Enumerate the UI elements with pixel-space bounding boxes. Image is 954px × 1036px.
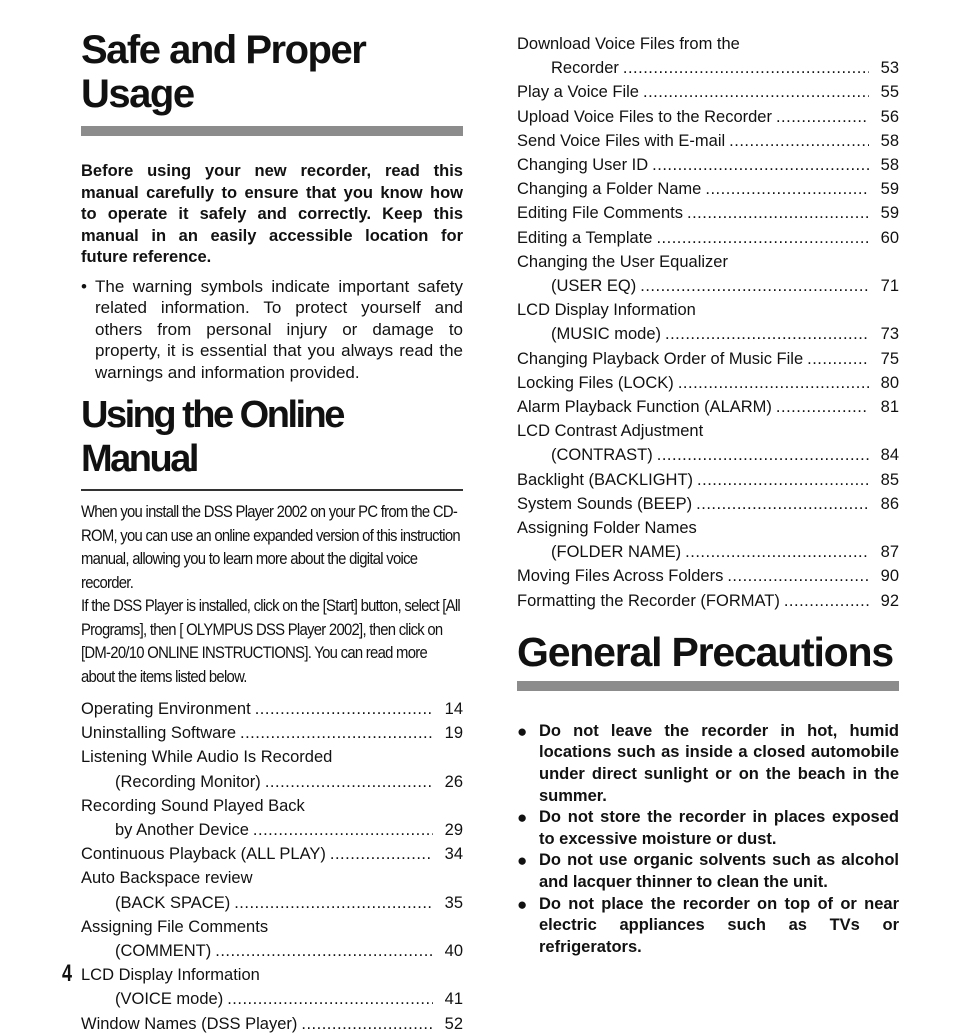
toc-leader (727, 564, 869, 588)
toc-entry-title: Editing File Comments (517, 204, 683, 223)
toc-entry (517, 129, 899, 153)
toc-entry (81, 915, 463, 939)
bullet-icon: • (81, 276, 87, 296)
toc-leader (652, 153, 869, 177)
precaution-text: Do not place the recorder on top of or near electric appliances such as TVs or refrigerators. (539, 894, 899, 956)
toc-leader (215, 939, 433, 963)
toc-entry-title: Operating Environment (81, 700, 251, 718)
toc-entry (517, 540, 899, 564)
toc-entry (517, 516, 899, 540)
toc-entry-title: Moving Files Across Folders (517, 567, 724, 586)
toc-entry (81, 891, 463, 915)
toc-page-number: 56 (880, 107, 899, 126)
toc-entry (81, 1012, 463, 1036)
heading-online-manual: Using the Online Manual (81, 394, 343, 480)
online-manual-text (81, 501, 463, 689)
heading-rule-thin (81, 489, 463, 491)
toc-entry (517, 298, 899, 322)
toc-page-number: 75 (880, 349, 899, 368)
toc-page-number: 60 (880, 228, 899, 247)
toc-leader (227, 987, 433, 1011)
toc-entry-title: Download Voice Files from the (517, 35, 740, 53)
toc-page-number: 84 (880, 446, 899, 465)
toc-entry-title: Uninstalling Software (81, 724, 236, 743)
toc-entry-title: Changing a Folder Name (517, 180, 702, 199)
toc-entry (517, 564, 899, 588)
toc-leader (784, 589, 869, 613)
toc-leader (301, 1012, 433, 1036)
toc-entry (81, 939, 463, 963)
intro-paragraph: Before using your new recorder, read this manual carefully to ensure that you know how to operate it safely and correctly. Keep this manual in an easily accessible location for future reference. (81, 162, 463, 266)
toc-entry (517, 274, 899, 298)
toc-page-number: 86 (880, 494, 899, 513)
precaution-item (517, 850, 899, 893)
precaution-text: Do not store the recorder in places exposed to excessive moisture or dust. (539, 808, 899, 848)
toc-entry (81, 963, 463, 987)
toc-entry-title: Recording Sound Played Back (81, 796, 305, 815)
precaution-item (517, 807, 899, 850)
toc-left (81, 697, 463, 1036)
toc-entry-title: Locking Files (LOCK) (517, 373, 674, 392)
toc-entry (81, 770, 463, 794)
toc-leader (729, 129, 869, 153)
toc-page-number: 85 (880, 470, 899, 489)
toc-entry-title: (CONTRAST) (551, 446, 653, 465)
toc-entry (517, 250, 899, 274)
toc-entry-title: (VOICE mode) (115, 990, 224, 1009)
toc-entry (517, 80, 899, 104)
toc-entry-title: Changing the User Equalizer (517, 252, 728, 271)
toc-page-number: 29 (444, 821, 463, 840)
bullet-circle-icon: ● (517, 721, 528, 741)
toc-entry-title: (MUSIC mode) (551, 325, 662, 344)
toc-entry (517, 226, 899, 250)
toc-leader (240, 721, 433, 745)
toc-entry (81, 842, 463, 866)
warning-bullet (81, 276, 463, 384)
toc-entry (517, 395, 899, 419)
toc-entry (81, 818, 463, 842)
toc-entry (517, 371, 899, 395)
toc-entry (517, 56, 899, 80)
heading-safe-usage: Safe and Proper Usage (81, 28, 366, 116)
toc-entry-title: Window Names (DSS Player) (81, 1014, 298, 1033)
toc-page-number: 34 (444, 845, 463, 864)
toc-page-number: 14 (444, 700, 463, 718)
toc-entry (81, 794, 463, 818)
toc-page-number: 81 (880, 398, 899, 417)
toc-entry (81, 697, 463, 721)
toc-page-number: 35 (444, 893, 463, 912)
toc-entry (517, 201, 899, 225)
toc-page-number: 80 (880, 373, 899, 392)
toc-entry (517, 347, 899, 371)
toc-entry-title: LCD Contrast Adjustment (517, 422, 704, 441)
toc-entry-title: (Recording Monitor) (115, 772, 261, 791)
toc-page-number: 59 (880, 180, 899, 199)
toc-entry (517, 322, 899, 346)
toc-leader (776, 105, 869, 129)
toc-entry (81, 721, 463, 745)
heading-rule (517, 681, 899, 691)
toc-page-number: 73 (880, 325, 899, 344)
toc-page-number: 41 (444, 990, 463, 1009)
toc-leader (807, 347, 869, 371)
toc-entry (517, 105, 899, 129)
toc-entry-title: Changing Playback Order of Music File (517, 349, 804, 368)
toc-leader (623, 56, 869, 80)
toc-entry-title: Send Voice Files with E-mail (517, 131, 726, 150)
toc-page-number: 71 (880, 277, 899, 296)
toc-entry-title: Editing a Template (517, 228, 653, 247)
toc-entry-title: (COMMENT) (115, 942, 212, 961)
toc-leader (678, 371, 869, 395)
toc-leader (234, 891, 433, 915)
toc-entry-title: Upload Voice Files to the Recorder (517, 107, 772, 126)
bullet-circle-icon: ● (517, 894, 528, 914)
toc-page-number: 90 (880, 567, 899, 586)
toc-right (517, 32, 899, 613)
toc-page-number: 26 (444, 772, 463, 791)
page-number: 4 (62, 960, 73, 987)
precaution-item (517, 721, 899, 807)
toc-page-number: 58 (880, 131, 899, 150)
toc-entry-title: Recorder (551, 59, 619, 78)
precaution-text: Do not leave the recorder in hot, humid locations such as inside a closed automobile under direct sunlight or on the beach in the summer. (539, 721, 899, 805)
toc-leader (687, 201, 869, 225)
toc-page-number: 87 (880, 543, 899, 562)
toc-leader (656, 226, 869, 250)
toc-entry (517, 153, 899, 177)
toc-entry (517, 468, 899, 492)
toc-leader (697, 468, 869, 492)
toc-entry (517, 492, 899, 516)
toc-entry-title: Assigning Folder Names (517, 519, 697, 538)
toc-entry-title: Auto Backspace review (81, 869, 253, 888)
heading-rule (81, 126, 463, 136)
warning-text: The warning symbols indicate important safety related information. To protect yourself and others from personal injury or damage to property, it is essential that you always read the warnings and information provided. (95, 276, 463, 382)
toc-leader (643, 80, 869, 104)
bullet-circle-icon: ● (517, 808, 528, 828)
toc-entry-title: Assigning File Comments (81, 917, 269, 936)
toc-leader (265, 770, 433, 794)
toc-entry-title: Listening While Audio Is Recorded (81, 748, 333, 767)
bullet-circle-icon: ● (517, 851, 528, 871)
left-column (81, 28, 463, 1036)
toc-entry (517, 443, 899, 467)
toc-entry-title: Formatting the Recorder (FORMAT) (517, 591, 780, 610)
toc-page-number: 58 (880, 156, 899, 175)
toc-leader (640, 274, 869, 298)
toc-leader (776, 395, 869, 419)
toc-entry-title: LCD Display Information (517, 301, 696, 320)
precaution-item (517, 894, 899, 959)
toc-entry-title: Alarm Playback Function (ALARM) (517, 398, 772, 417)
toc-page-number: 92 (880, 591, 899, 610)
toc-leader (665, 322, 869, 346)
toc-page-number: 53 (880, 59, 899, 78)
toc-entry-title: Continuous Playback (ALL PLAY) (81, 845, 326, 864)
online-paragraph-1: When you install the DSS Player 2002 on your PC from the CD-ROM, you can use an online expanded version of this instruction manual, allowing you to learn more about the digital voice recorder. (81, 503, 460, 592)
toc-entry (517, 32, 899, 56)
toc-entry (81, 866, 463, 890)
toc-entry (517, 419, 899, 443)
toc-entry-title: LCD Display Information (81, 966, 260, 985)
precautions-list (517, 721, 899, 959)
toc-entry-title: (USER EQ) (551, 277, 637, 296)
toc-entry-title: by Another Device (115, 821, 249, 840)
toc-entry-title: System Sounds (BEEP) (517, 494, 693, 513)
toc-leader (696, 492, 869, 516)
toc-page-number: 19 (444, 724, 463, 743)
toc-entry-title: (FOLDER NAME) (551, 543, 682, 562)
toc-entry (517, 177, 899, 201)
toc-leader (253, 818, 433, 842)
toc-leader (657, 443, 869, 467)
toc-leader (705, 177, 869, 201)
toc-entry (81, 745, 463, 769)
heading-general-precautions: General Precautions (517, 628, 893, 675)
toc-page-number: 40 (444, 942, 463, 961)
toc-entry-title: Changing User ID (517, 156, 649, 175)
online-paragraph-2: If the DSS Player is installed, click on the [Start] button, select [All Programs], then [ OLYMPUS DSS Player 2002], then click on [DM-20/10 ONLINE INSTRUCTIONS]. You can read more about the items listed below. (81, 597, 461, 686)
toc-leader (330, 842, 433, 866)
toc-entry-title: Play a Voice File (517, 83, 639, 102)
toc-page-number: 55 (880, 83, 899, 102)
right-column (517, 32, 899, 958)
toc-page-number: 59 (880, 204, 899, 223)
precaution-text: Do not use organic solvents such as alcohol and lacquer thinner to clean the unit. (539, 851, 899, 892)
toc-leader (255, 697, 433, 721)
toc-entry-title: (BACK SPACE) (115, 893, 231, 912)
toc-entry (81, 987, 463, 1011)
toc-page-number: 52 (444, 1014, 463, 1033)
toc-entry (517, 589, 899, 613)
toc-entry-title: Backlight (BACKLIGHT) (517, 470, 694, 489)
toc-leader (685, 540, 869, 564)
